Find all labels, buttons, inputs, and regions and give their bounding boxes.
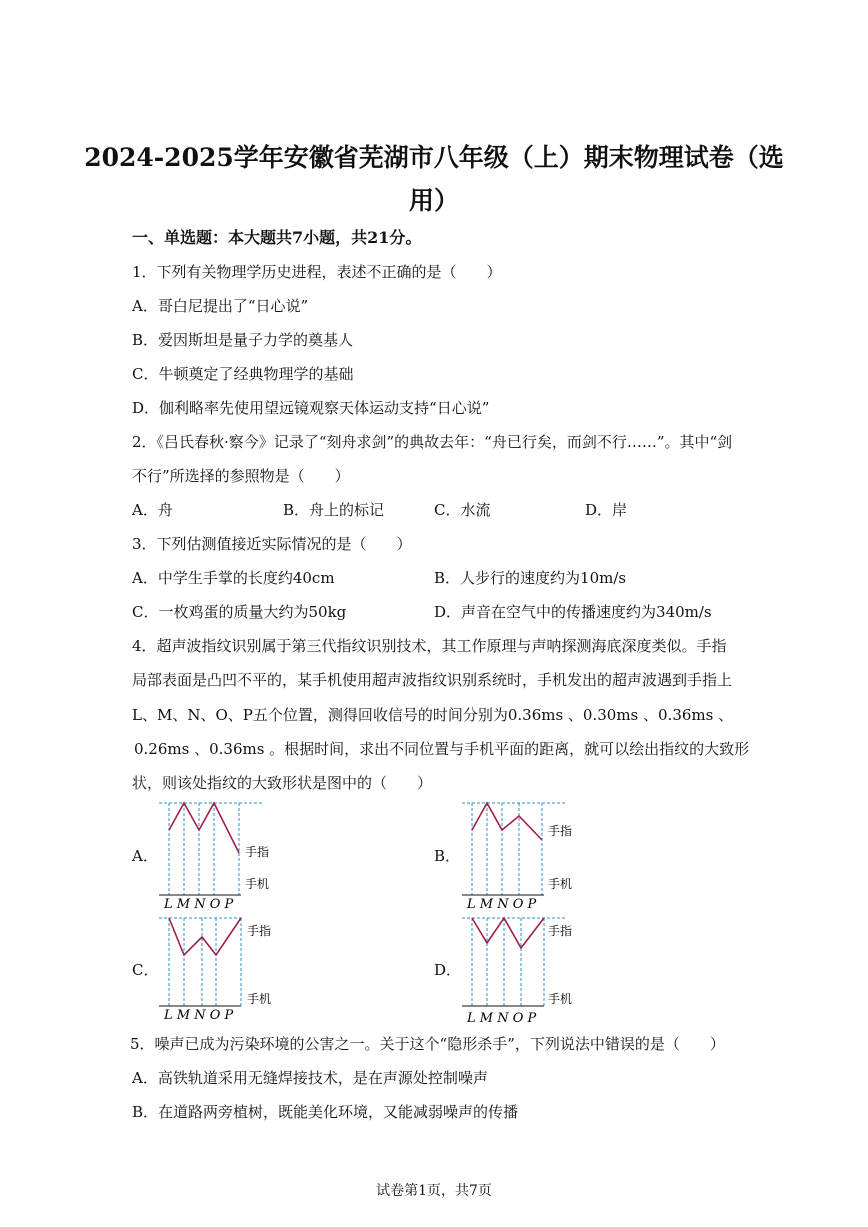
page-footer: 试卷第1页，共7页 bbox=[376, 1183, 492, 1199]
q2-stem-line2: 不行”所选择的参照物是（ ） bbox=[132, 467, 350, 485]
q3-option-a: A．中学生手掌的长度约40cm bbox=[132, 569, 335, 587]
q5-stem: 5．噪声已成为污染环境的公害之一。关于这个“隐形杀手”，下列说法中错误的是（ ） bbox=[130, 1035, 725, 1053]
q4-stem-line5: 状，则该处指纹的大致形状是图中的（ ） bbox=[132, 774, 433, 792]
q1-option-a: A．哥白尼提出了“日心说” bbox=[132, 297, 309, 315]
q3-stem: 3．下列估测值接近实际情况的是（ ） bbox=[132, 535, 412, 553]
phone-label: 手机 bbox=[245, 877, 270, 891]
q4-option-c-label: C． bbox=[132, 961, 159, 979]
q1-stem: 1．下列有关物理学历史进程，表述不正确的是（ ） bbox=[132, 263, 502, 281]
q4-option-a-label: A． bbox=[132, 847, 158, 865]
finger-label: 手指 bbox=[548, 924, 573, 938]
q5-option-b: B．在道路两旁植树，既能美化环境，又能减弱噪声的传播 bbox=[132, 1103, 519, 1121]
q5-option-a: A．高铁轨道采用无缝焊接技术，是在声源处控制噪声 bbox=[132, 1069, 488, 1087]
q2-option-d: D．岸 bbox=[585, 501, 628, 519]
q2-option-c: C．水流 bbox=[434, 501, 491, 519]
point-labels: L M N O P bbox=[164, 897, 234, 912]
q3-option-b: B．人步行的速度约为10m/s bbox=[434, 569, 627, 587]
phone-label: 手机 bbox=[548, 877, 573, 891]
point-labels: L M N O P bbox=[164, 1008, 234, 1023]
section-heading: 一、单选题：本大题共7小题，共21分。 bbox=[132, 228, 422, 247]
phone-label: 手机 bbox=[247, 992, 272, 1006]
q1-option-d: D．伽利略率先使用望远镜观察天体运动支持“日心说” bbox=[132, 399, 490, 417]
exam-title-line2: 用） bbox=[408, 186, 459, 215]
point-labels: L M N O P bbox=[467, 897, 537, 912]
q4-stem-line1: 4．超声波指纹识别属于第三代指纹识别技术，其工作原理与声呐探测海底深度类似。手指 bbox=[132, 637, 727, 655]
q3-option-d: D．声音在空气中的传播速度约为340m/s bbox=[434, 603, 712, 621]
exam-title-line1: 2024-2025学年安徽省芜湖市八年级（上）期末物理试卷（选 bbox=[84, 143, 784, 172]
q4-figure-b bbox=[458, 800, 588, 915]
q4-stem-line3: L、M、N、O、P五个位置，测得回收信号的时间分别为0.36ms 、0.30ms 、0.36ms 、 bbox=[132, 706, 734, 724]
q2-stem-line1: 2．《吕氏春秋·察今》记录了“刻舟求剑”的典故去年：“舟已行矣，而剑不行……”。其中“剑 bbox=[132, 433, 733, 451]
q2-option-b: B．舟上的标记 bbox=[283, 501, 385, 519]
finger-label: 手指 bbox=[245, 845, 270, 859]
q4-figure-a bbox=[155, 800, 285, 915]
q4-figure-d bbox=[458, 915, 588, 1027]
q1-option-b: B．爱因斯坦是量子力学的奠基人 bbox=[132, 331, 354, 349]
q4-option-d-label: D． bbox=[434, 961, 462, 979]
phone-label: 手机 bbox=[548, 992, 573, 1006]
finger-label: 手指 bbox=[247, 924, 272, 938]
point-labels: L M N O P bbox=[467, 1011, 537, 1026]
q3-option-c: C．一枚鸡蛋的质量大约为50kg bbox=[132, 603, 347, 621]
q4-stem-line2: 局部表面是凸凹不平的，某手机使用超声波指纹识别系统时，手机发出的超声波遇到手指上 bbox=[132, 671, 733, 689]
q4-figure-c bbox=[155, 915, 285, 1027]
finger-label: 手指 bbox=[548, 824, 573, 838]
q4-stem-line4: 0.26ms 、0.36ms 。根据时间，求出不同位置与手机平面的距离，就可以绘出指纹的大致形 bbox=[134, 740, 750, 758]
q1-option-c: C．牛顿奠定了经典物理学的基础 bbox=[132, 365, 354, 383]
q2-option-a: A．舟 bbox=[132, 501, 173, 519]
q4-option-b-label: B． bbox=[434, 847, 461, 865]
